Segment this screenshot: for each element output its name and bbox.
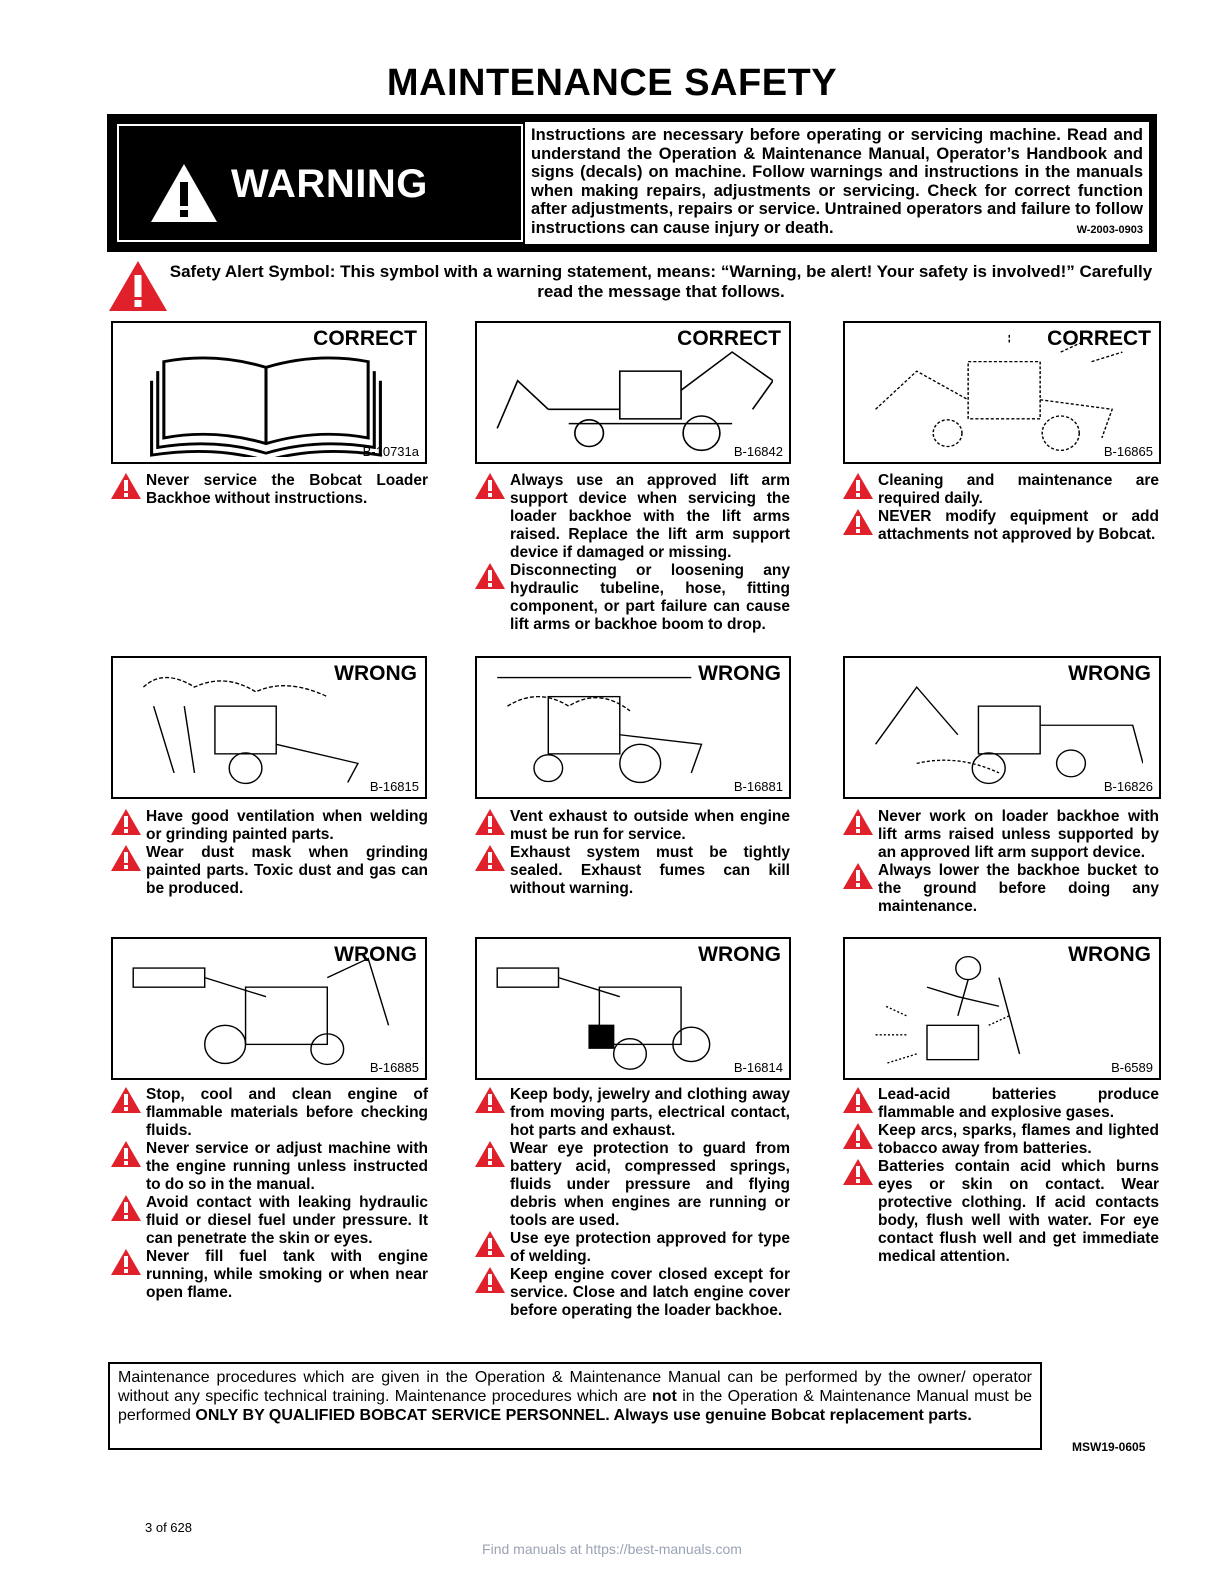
safety-alert-icon [842,472,874,500]
instruction-text: Keep engine cover closed except for service. Close and latch engine cover before operating the loader backhoe. [510,1266,790,1319]
moving-parts-icon [487,949,773,1073]
crushed-under-arms-icon [855,668,1143,792]
notice-text-1: Maintenance procedures which are given in the Operation & Maintenance Manual can be performed by the owner/ operator without any specific technical training. Maintenance procedures which are [118,1369,1032,1405]
instruction-text: Always lower the backhoe bucket to the ground before doing any maintenance. [878,862,1159,915]
panel-label: WRONG [334,943,417,966]
safety-instruction [510,808,790,844]
safety-instruction [146,1248,428,1302]
instruction-text: Use eye protection approved for type of welding. [510,1230,790,1265]
instruction-text: Avoid contact with leaking hydraulic fluid or diesel fuel under pressure. It can penetrate the skin or eyes. [146,1194,428,1247]
backhoe-cleaning-icon [855,333,1143,457]
instruction-text: Always use an approved lift arm support device when servicing the loader backhoe with the lift arms raised. Replace the lift arm support device if damaged or missing. [510,472,790,561]
panel-label: WRONG [334,662,417,685]
safety-instruction [878,862,1159,916]
illustration-panel [111,321,427,464]
panel-code: B-16842 [733,444,783,459]
panel-code: B-16815 [369,779,419,794]
panel-code: B-16826 [1103,779,1153,794]
instruction-text: Have good ventilation when welding or grinding painted parts. [146,808,428,843]
safety-alert-icon [110,808,142,836]
safety-instruction [878,472,1159,508]
safety-alert-icon [842,508,874,536]
safety-alert-icon [842,1086,874,1114]
safety-instruction [510,562,790,634]
panel-label: WRONG [698,943,781,966]
safety-instruction [878,1158,1159,1266]
instruction-text: Batteries contain acid which burns eyes or skin on contact. Wear protective clothing. If acid contacts body, flush well with water. For eye contact flush well and get immediate medical attention. [878,1158,1159,1265]
warning-banner [117,124,523,242]
warning-text-area [525,122,1149,244]
safety-alert-icon [474,808,506,836]
illustration-panel [843,937,1161,1080]
maintenance-notice [108,1362,1042,1450]
safety-instruction [146,808,428,844]
notice-bold: ONLY BY QUALIFIED BOBCAT SERVICE PERSONNEL. Always use genuine Bobcat replacement parts. [195,1407,972,1424]
engine-fire-icon [123,949,409,1073]
warning-box [107,114,1157,252]
warning-word: WARNING [231,162,428,206]
warning-triangle-icon [149,162,219,224]
instruction-text: Never service the Bobcat Loader Backhoe without instructions. [146,472,428,507]
panel-code: B-6589 [1111,1060,1153,1075]
safety-alert-icon [110,1140,142,1168]
illustration-panel [111,937,427,1080]
instruction-text: Never fill fuel tank with engine running, while smoking or when near open flame. [146,1248,428,1301]
safety-alert-icon [474,472,506,500]
illustration-panel [111,656,427,799]
warning-code: W-2003-0903 [1076,224,1143,237]
safety-alert-icon [474,562,506,590]
panel-label: CORRECT [1047,327,1151,350]
exhaust-fumes-icon [487,668,773,792]
illustration-panel [475,321,791,464]
instruction-text: Wear dust mask when grinding painted parts. Toxic dust and gas can be produced. [146,844,428,897]
safety-instruction [146,1140,428,1194]
footer-link[interactable]: Find manuals at https://best-manuals.com [482,1541,742,1557]
safety-instruction [146,844,428,898]
safety-alert-icon [108,260,168,312]
page-title: MAINTENANCE SAFETY [386,62,838,104]
instruction-text: NEVER modify equipment or add attachments not approved by Bobcat. [878,508,1159,543]
safety-instruction [878,1086,1159,1122]
instruction-text: Never work on loader backhoe with lift arms raised unless supported by an approved lift arm support device. [878,808,1159,861]
safety-alert-icon [474,844,506,872]
panel-label: CORRECT [313,327,417,350]
instruction-text: Keep body, jewelry and clothing away from moving parts, electrical contact, hot parts and exhaust. [510,1086,790,1139]
illustration-panel [475,937,791,1080]
panel-label: WRONG [1068,943,1151,966]
instruction-text: Disconnecting or loosening any hydraulic tubeline, hose, fitting component, or part failure can cause lift arms or backhoe boom to drop. [510,562,790,633]
safety-alert-icon [842,1158,874,1186]
safety-instruction [878,1122,1159,1158]
panel-label: WRONG [698,662,781,685]
safety-instruction [510,1140,790,1230]
safety-alert-icon [842,862,874,890]
safety-alert-icon [110,1086,142,1114]
safety-instruction [510,1086,790,1140]
panel-code: B-16814 [733,1060,783,1075]
panel-code: B-16865 [1103,444,1153,459]
safety-alert-icon [474,1086,506,1114]
document-code: MSW19-0605 [1072,1440,1146,1454]
panel-code: B-16881 [733,779,783,794]
safety-instruction [510,1230,790,1266]
illustration-panel [475,656,791,799]
instruction-text: Never service or adjust machine with the engine running unless instructed to do so in the manual. [146,1140,428,1193]
backhoe-lift-support-icon [487,333,773,457]
warning-text: Instructions are necessary before operating or servicing machine. Read and understand the Operation & Maintenance Manual, Operator’s Handbook and signs (decals) on machine. Follow warnings and instructions in the manuals when making repairs, adjustments or servicing. Check for correct function after adjustments, repairs or service. Untrained operators and failure to follow instructions can cause injury or death. [531,126,1143,237]
page-number: 3 of 628 [145,1520,192,1535]
safety-instruction [878,508,1159,544]
safety-instruction [146,472,428,508]
safety-alert-icon [110,1248,142,1276]
notice-text-2: in the Operation & Maintenance Manual must be performed [118,1388,1032,1424]
instruction-text: Cleaning and maintenance are required daily. [878,472,1159,507]
illustration-panel [843,321,1161,464]
safety-instruction [146,1194,428,1248]
safety-alert-text: Safety Alert Symbol: This symbol with a warning statement, means: “Warning, be alert! Your safety is involved!” Carefully read the message that follows. [169,262,1153,301]
panel-label: WRONG [1068,662,1151,685]
safety-alert-icon [842,1122,874,1150]
instruction-text: Lead-acid batteries produce flammable and explosive gases. [878,1086,1159,1121]
safety-alert-icon [110,1194,142,1222]
panel-code: B-10731a [362,444,419,459]
instruction-text: Wear eye protection to guard from battery acid, compressed springs, fluids under pressure and flying debris when engines are running or tools are used. [510,1140,790,1229]
panel-label: CORRECT [677,327,781,350]
safety-alert-icon [474,1266,506,1294]
instruction-text: Exhaust system must be tightly sealed. Exhaust fumes can kill without warning. [510,844,790,897]
safety-instruction [510,472,790,562]
safety-alert-icon [110,472,142,500]
instruction-text: Keep arcs, sparks, flames and lighted tobacco away from batteries. [878,1122,1159,1157]
notice-not: not [651,1388,677,1405]
safety-instruction [510,1266,790,1320]
safety-instruction [878,808,1159,862]
safety-alert-icon [842,808,874,836]
instruction-text: Stop, cool and clean engine of flammable materials before checking fluids. [146,1086,428,1139]
safety-alert-icon [474,1140,506,1168]
safety-instruction [146,1086,428,1140]
welding-smoke-icon [123,668,409,792]
manual-book-icon [123,333,409,457]
battery-explosion-icon [855,949,1143,1073]
instruction-text: Vent exhaust to outside when engine must be run for service. [510,808,790,843]
safety-alert-icon [474,1230,506,1258]
panel-code: B-16885 [369,1060,419,1075]
illustration-panel [843,656,1161,799]
safety-instruction [510,844,790,898]
safety-alert-icon [110,844,142,872]
